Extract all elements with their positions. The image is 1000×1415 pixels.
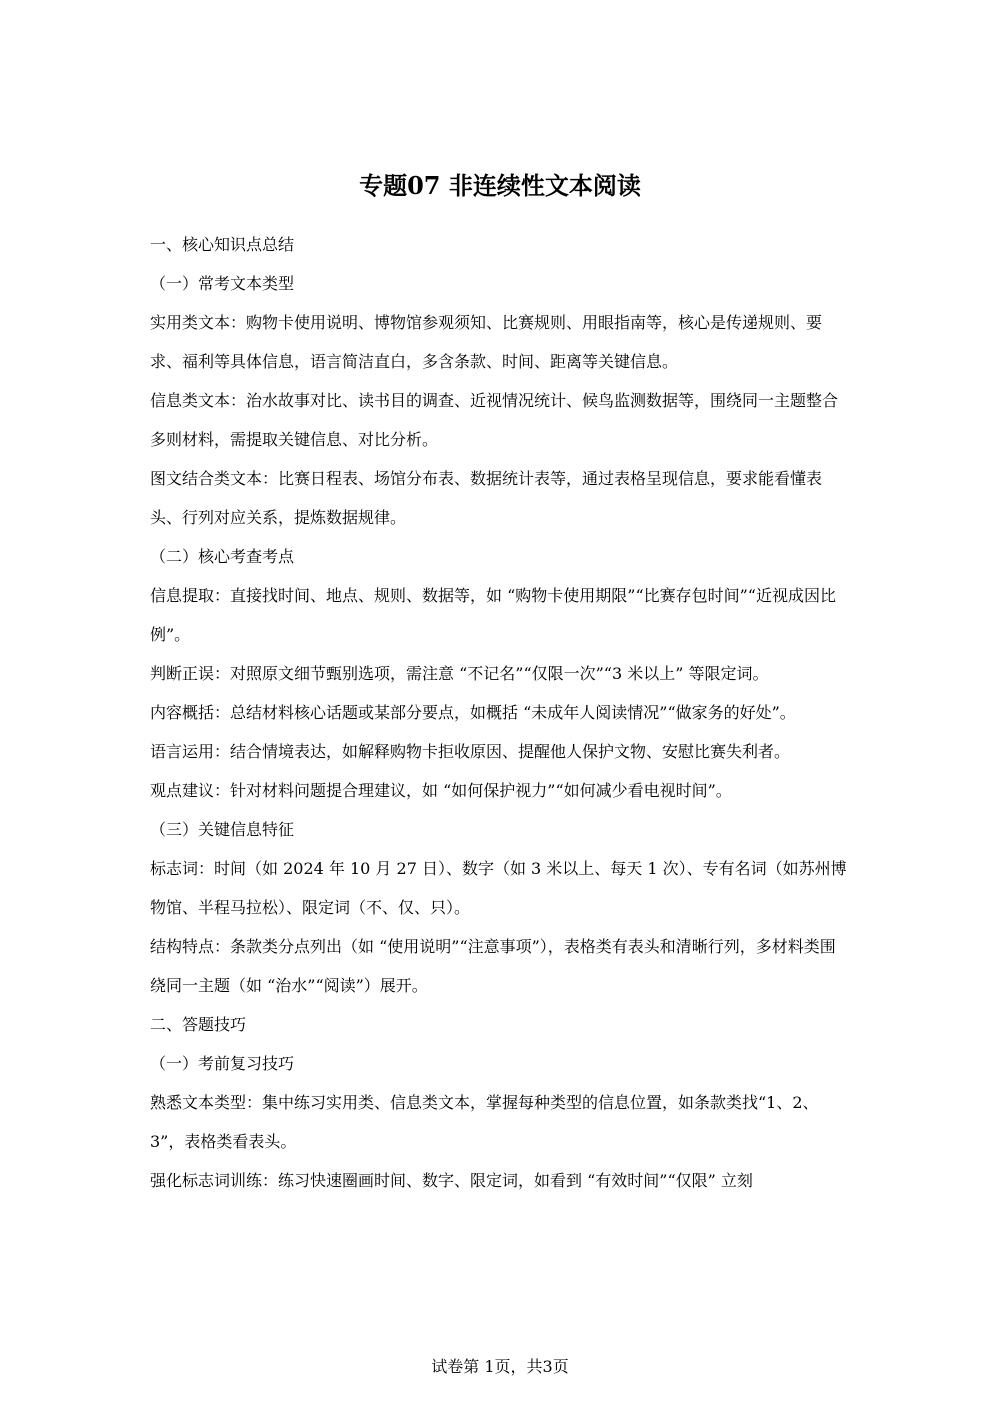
body-paragraph: 观点建议：针对材料问题提合理建议，如 “如何保护视力”“如何减少看电视时间”。 (150, 781, 732, 800)
body-paragraph: 判断正误：对照原文细节甄别选项，需注意 “不记名”“仅限一次”“3 米以上” 等限定词。 (150, 664, 769, 683)
subsection-heading: （三）关键信息特征 (150, 820, 295, 839)
document-body (150, 225, 850, 1200)
body-paragraph: 标志词：时间（如 2024 年 10 月 27 日）、数字（如 3 米以上、每天 1 次）、专有名词（如苏州博物馆、半程马拉松）、限定词（不、仅、只）。 (150, 859, 847, 917)
body-paragraph: 结构特点：条款类分点列出（如 “使用说明”“注意事项”），表格类有表头和清晰行列，多材料类围绕同一主题（如 “治水”“阅读”）展开。 (150, 937, 836, 995)
body-paragraph: 实用类文本：购物卡使用说明、博物馆参观须知、比赛规则、用眼指南等，核心是传递规则、要求、福利等具体信息，语言简洁直白，多含条款、时间、距离等关键信息。 (150, 313, 823, 371)
body-paragraph: 语言运用：结合情境表达，如解释购物卡拒收原因、提醒他人保护文物、安慰比赛失利者。 (150, 742, 791, 761)
document-title: 专题07 非连续性文本阅读 (359, 171, 641, 200)
body-paragraph: 图文结合类文本：比赛日程表、场馆分布表、数据统计表等，通过表格呈现信息，要求能看懂表头、行列对应关系，提炼数据规律。 (150, 469, 823, 527)
body-paragraph: 信息类文本：治水故事对比、读书目的调查、近视情况统计、候鸟监测数据等，围绕同一主题整合多则材料，需提取关键信息、对比分析。 (150, 391, 839, 449)
subsection-heading: （一）常考文本类型 (150, 274, 295, 293)
page-footer: 试卷第 1页，共3页 (431, 1357, 569, 1376)
subsection-heading: （二）核心考查考点 (150, 547, 295, 566)
section-heading: 二、答题技巧 (150, 1015, 247, 1034)
body-paragraph: 强化标志词训练：练习快速圈画时间、数字、限定词，如看到 “有效时间”“仅限” 立刻 (150, 1171, 753, 1190)
body-paragraph: 信息提取：直接找时间、地点、规则、数据等，如 “购物卡使用期限”“比赛存包时间”“近视成因比例”。 (150, 586, 836, 644)
body-paragraph: 内容概括：总结材料核心话题或某部分要点，如概括 “未成年人阅读情况”“做家务的好处”。 (150, 703, 796, 722)
subsection-heading: （一）考前复习技巧 (150, 1054, 295, 1073)
section-heading: 一、核心知识点总结 (150, 235, 295, 254)
body-paragraph: 熟悉文本类型：集中练习实用类、信息类文本，掌握每种类型的信息位置，如条款类找“1、2、3”，表格类看表头。 (150, 1093, 819, 1151)
